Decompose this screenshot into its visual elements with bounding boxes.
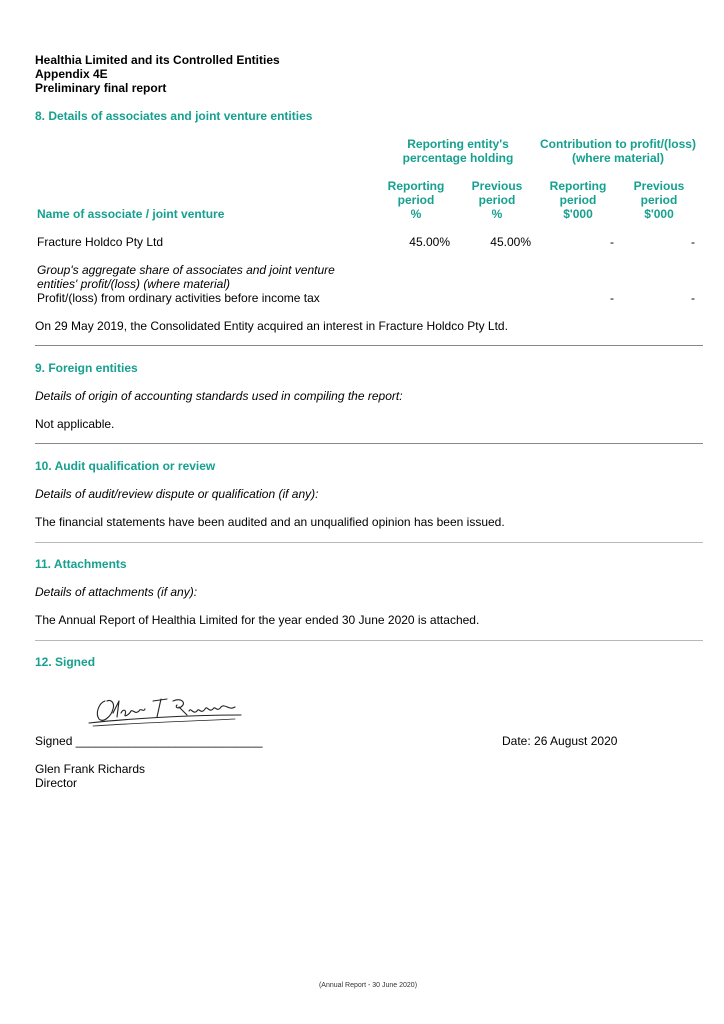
group-header-holding (388, 137, 528, 165)
section-11-text: The Annual Report of Healthia Limited for the year ended 30 June 2020 is attached. (35, 613, 480, 627)
section-8-title: 8. Details of associates and joint venture entities (35, 109, 313, 123)
group-contribution-line1: Contribution to profit/(loss) (540, 137, 696, 151)
signed-line: Signed ____________________________ (35, 734, 263, 748)
signatory-name: Glen Frank Richards (35, 762, 146, 776)
divider (35, 542, 703, 543)
appendix-label: Appendix 4E (35, 67, 108, 81)
pl-previous-amt: - (691, 291, 695, 305)
signatory-role: Director (35, 776, 78, 790)
group-header-contribution (533, 137, 703, 165)
signature-image (85, 693, 245, 729)
group-holding-line2: percentage holding (402, 151, 514, 165)
section-12-title: 12. Signed (35, 655, 96, 669)
profit-loss-label: Profit/(loss) from ordinary activities before income tax (37, 291, 320, 305)
col-header-previous-pct: Previous period % (471, 179, 523, 221)
section-8-note: On 29 May 2019, the Consolidated Entity acquired an interest in Fracture Holdco Pty Ltd. (35, 319, 508, 333)
section-10-title: 10. Audit qualification or review (35, 459, 216, 473)
group-contribution-line2: (where material) (571, 151, 665, 165)
section-9-text: Not applicable. (35, 417, 115, 431)
section-11-title: 11. Attachments (35, 557, 127, 571)
report-title: Preliminary final report (35, 81, 167, 95)
associate-name: Fracture Holdco Pty Ltd (37, 235, 164, 249)
col-header-reporting-amt: Reporting period $'000 (549, 179, 607, 221)
value-previous-amt: - (691, 235, 695, 249)
aggregate-share-label: Group's aggregate share of associates and joint venture entities' profit/(loss) (where material) (37, 263, 335, 291)
section-11-prompt: Details of attachments (if any): (35, 585, 198, 599)
page-footer: (Annual Report - 30 June 2020) (318, 982, 418, 989)
value-reporting-amt: - (610, 235, 614, 249)
section-10-text: The financial statements have been audited and an unqualified opinion has been issued. (35, 515, 505, 529)
col-header-previous-amt: Previous period $'000 (633, 179, 685, 221)
company-name: Healthia Limited and its Controlled Entities (35, 53, 280, 67)
pl-reporting-amt: - (610, 291, 614, 305)
value-previous-pct: 45.00% (490, 235, 531, 249)
divider (35, 345, 703, 346)
value-reporting-pct: 45.00% (409, 235, 450, 249)
section-9-title: 9. Foreign entities (35, 361, 138, 375)
col-header-reporting-pct: Reporting period % (387, 179, 445, 221)
group-holding-line1: Reporting entity's (407, 137, 509, 151)
signed-date: Date: 26 August 2020 (502, 734, 618, 748)
section-9-prompt: Details of origin of accounting standards used in compiling the report: (35, 389, 403, 403)
name-column-header: Name of associate / joint venture (37, 207, 225, 221)
divider (35, 443, 703, 444)
section-10-prompt: Details of audit/review dispute or qualification (if any): (35, 487, 319, 501)
divider (35, 640, 703, 641)
